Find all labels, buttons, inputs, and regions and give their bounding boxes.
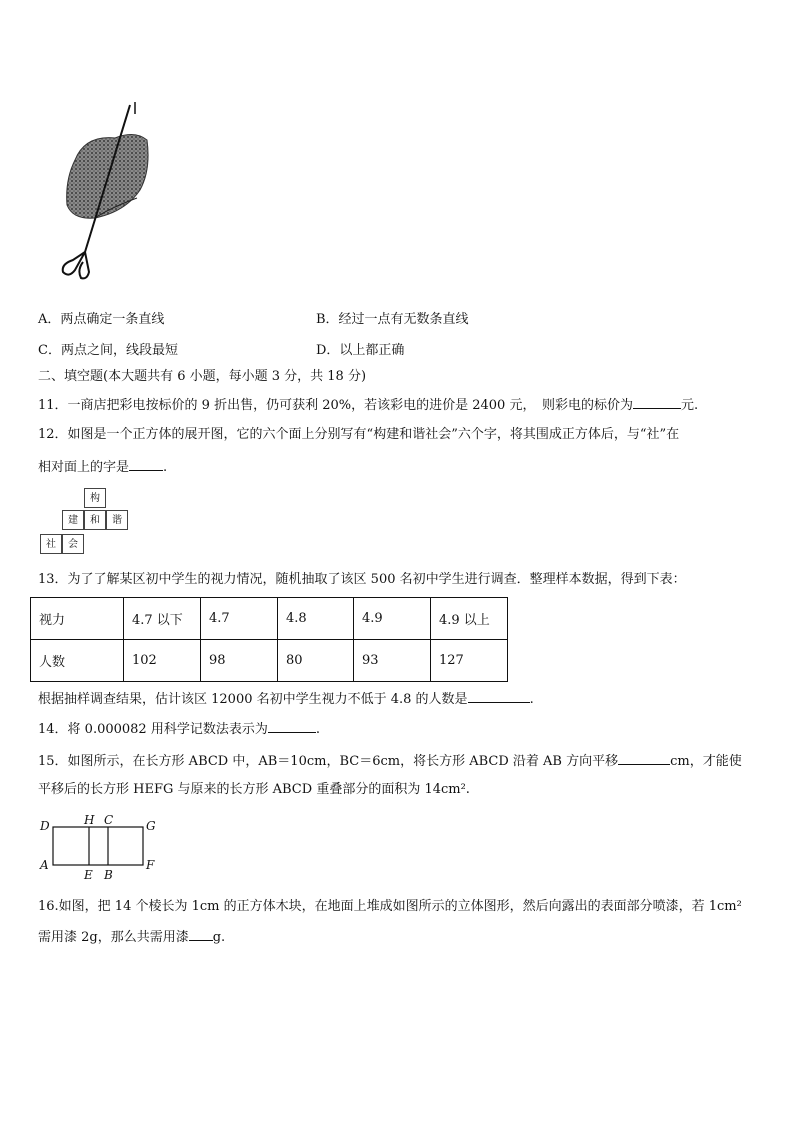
q11-suffix: 元. [680,398,699,413]
question-16-line2 [38,926,225,948]
table-cell: 4.7 以下 [124,598,201,640]
table-row [31,640,508,682]
table-cell: 80 [278,640,354,682]
table-cell: 人数 [31,640,124,682]
label-b: B [104,868,113,882]
label-c: C [104,813,114,827]
question-12-line1: 12．如图是一个正方体的展开图，它的六个面上分别写有“构建和谐社会”六个字，将其围成正方体后，与“社”在 [38,427,680,442]
q15-text: 15．如图所示，在长方形 ABCD 中，AB＝10cm，BC＝6cm，将长方形 ABCD 沿着 AB 方向平移 [38,754,619,769]
label-d: D [40,819,50,833]
net-cell-gou: 构 [84,488,106,508]
table-cell: 4.8 [278,598,354,640]
option-a: A．两点确定一条直线 [38,312,165,327]
net-cell-xie: 谐 [106,510,128,530]
table-cell: 4.9 以上 [431,598,508,640]
net-cell-hui: 会 [62,534,84,554]
q16-text: 需用漆 2g，那么共需用漆 [38,930,189,945]
question-12-line2 [38,456,167,478]
translation-rectangle-figure [36,812,166,884]
table-cell: 视力 [31,598,124,640]
label-e: E [84,868,93,882]
table-cell: 102 [124,640,201,682]
net-cell-she: 社 [40,534,62,554]
q12-text: 相对面上的字是 [38,460,130,475]
question-15-line1 [38,750,742,772]
q15-suffix: cm，才能使 [670,754,742,769]
q14-text: 14．将 0.000082 用科学记数法表示为 [38,722,268,737]
label-h: H [84,813,95,827]
net-cell-he: 和 [84,510,106,530]
table-cell: 4.7 [201,598,278,640]
q14-answer-blank[interactable] [268,718,316,733]
table-header-row [31,598,508,640]
question-16-line1: 16.如图，把 14 个棱长为 1cm 的正方体木块，在地面上堆成如图所示的立体图形，然后向露出的表面部分喷漆，若 1cm² [38,899,742,914]
q12-answer-blank[interactable] [129,456,163,471]
question-11 [38,394,698,416]
q14-suffix: . [315,722,320,737]
option-b: B．经过一点有无数条直线 [316,312,469,327]
q13-suffix: . [529,692,534,707]
table-cell: 93 [354,640,431,682]
q11-text: 11．一商店把彩电按标价的 9 折出售，仍可获利 20%，若该彩电的进价是 2400 元， 则彩电的标价为 [38,398,633,413]
leaf-scissors-figure [55,100,165,285]
question-15-line2: 平移后的长方形 HEFG 与原来的长方形 ABCD 重叠部分的面积为 14cm². [38,782,470,797]
q16-answer-blank[interactable] [189,926,213,941]
vision-table [30,597,508,682]
question-13-ask [38,688,534,710]
q12-suffix: . [163,460,168,475]
section-title: 二、填空题(本大题共有 6 小题，每小题 3 分，共 18 分) [38,369,367,384]
label-a: A [40,858,49,872]
question-14 [38,718,320,740]
question-13-intro: 13．为了了解某区初中学生的视力情况，随机抽取了该区 500 名初中学生进行调查．整理样本数据，得到下表： [38,572,686,587]
table-cell: 98 [201,640,278,682]
label-g: G [146,819,156,833]
option-c: C．两点之间，线段最短 [38,343,178,358]
q11-answer-blank[interactable] [633,394,681,409]
q13-answer-blank[interactable] [468,688,530,703]
label-f: F [146,858,155,872]
cube-net-figure [36,488,136,558]
table-cell: 127 [431,640,508,682]
q15-answer-blank[interactable] [618,750,670,765]
q13-text: 根据抽样调查结果，估计该区 12000 名初中学生视力不低于 4.8 的人数是 [38,692,468,707]
option-d: D．以上都正确 [316,343,405,358]
table-cell: 4.9 [354,598,431,640]
net-cell-jian: 建 [62,510,84,530]
q16-suffix: g. [212,930,226,945]
